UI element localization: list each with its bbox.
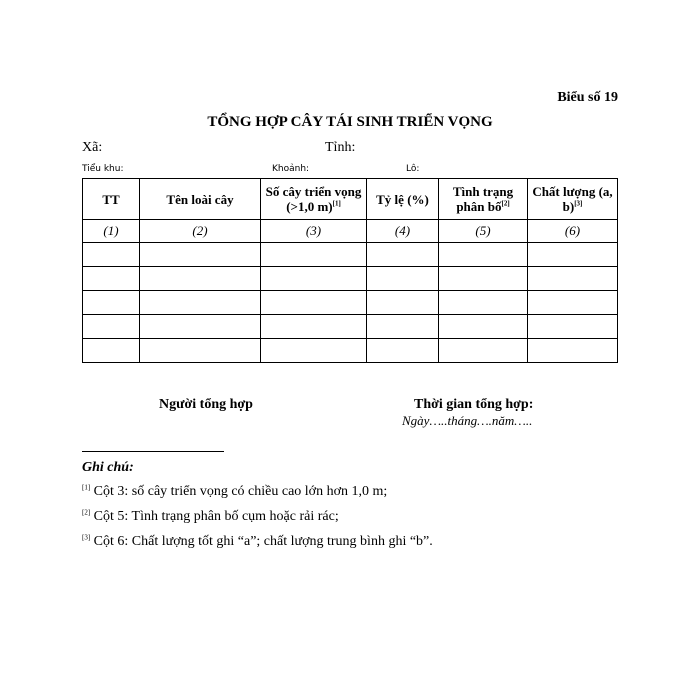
regeneration-table <box>82 178 618 363</box>
table-cell <box>439 243 528 267</box>
commune-label: Xã: <box>82 140 103 155</box>
table-cell <box>261 267 367 291</box>
footnote-divider <box>82 451 224 452</box>
plot-label: Lô: <box>406 164 420 174</box>
table-cell <box>367 243 439 267</box>
table-cell <box>140 339 261 363</box>
table-cell <box>140 291 261 315</box>
column-number: (5) <box>439 220 528 243</box>
header-quality: Chất lượng (a, b)[3] <box>528 179 618 220</box>
table-cell <box>439 267 528 291</box>
table-cell <box>439 291 528 315</box>
compile-time-label: Thời gian tổng hợp: <box>414 397 534 412</box>
header-tt: TT <box>83 179 140 220</box>
footnote-ref-2: [2] <box>501 199 510 208</box>
form-number: Biểu số 19 <box>557 90 618 105</box>
table-row <box>83 243 618 267</box>
table-cell <box>367 339 439 363</box>
note-item-3 <box>82 534 433 550</box>
table-cell <box>439 339 528 363</box>
table-row <box>83 315 618 339</box>
table-cell <box>140 315 261 339</box>
note-marker: [2] <box>82 508 91 517</box>
note-text: Cột 5: Tình trạng phân bố cụm hoặc rải rác; <box>90 509 339 524</box>
column-number-row <box>83 220 618 243</box>
header-ratio: Tỷ lệ (%) <box>367 179 439 220</box>
table-cell <box>528 267 618 291</box>
document-title: TỔNG HỢP CÂY TÁI SINH TRIỂN VỌNG <box>207 114 493 130</box>
note-item-1 <box>82 484 387 500</box>
subzone-label: Tiểu khu: <box>82 164 124 174</box>
note-marker: [3] <box>82 533 91 542</box>
column-number: (4) <box>367 220 439 243</box>
column-number: (3) <box>261 220 367 243</box>
province-label: Tỉnh: <box>325 140 356 155</box>
table-cell <box>439 315 528 339</box>
table-cell <box>261 315 367 339</box>
table-cell <box>140 267 261 291</box>
compiler-label: Người tổng hợp <box>159 397 253 412</box>
table-cell <box>83 243 140 267</box>
table-row <box>83 267 618 291</box>
column-number: (2) <box>140 220 261 243</box>
table-cell <box>528 243 618 267</box>
table-cell <box>367 267 439 291</box>
table-cell <box>367 291 439 315</box>
compartment-label: Khoảnh: <box>272 164 310 174</box>
column-number: (1) <box>83 220 140 243</box>
table-cell <box>528 291 618 315</box>
column-number: (6) <box>528 220 618 243</box>
table-cell <box>261 243 367 267</box>
footnote-ref-3: [3] <box>574 199 583 208</box>
note-text: Cột 3: số cây triển vọng có chiều cao lớn hơn 1,0 m; <box>90 484 388 499</box>
header-promising-count: Số cây triển vọng (>1,0 m)[1] <box>261 179 367 220</box>
table-cell <box>528 339 618 363</box>
table-cell <box>83 339 140 363</box>
table-cell <box>261 291 367 315</box>
table-row <box>83 339 618 363</box>
table-row <box>83 291 618 315</box>
header-species: Tên loài cây <box>140 179 261 220</box>
footnote-ref-1: [1] <box>332 199 341 208</box>
table-cell <box>83 291 140 315</box>
note-marker: [1] <box>82 483 91 492</box>
table-header-row <box>83 179 618 220</box>
note-text: Cột 6: Chất lượng tốt ghi “a”; chất lượng trung bình ghi “b”. <box>90 534 433 549</box>
table-cell <box>140 243 261 267</box>
date-line: Ngày…..tháng….năm….. <box>402 413 533 428</box>
table-cell <box>83 267 140 291</box>
table-cell <box>261 339 367 363</box>
table-cell <box>528 315 618 339</box>
header-distribution: Tình trạng phân bố[2] <box>439 179 528 220</box>
note-item-2 <box>82 509 339 525</box>
notes-title: Ghi chú: <box>82 460 134 475</box>
table-cell <box>83 315 140 339</box>
table-cell <box>367 315 439 339</box>
